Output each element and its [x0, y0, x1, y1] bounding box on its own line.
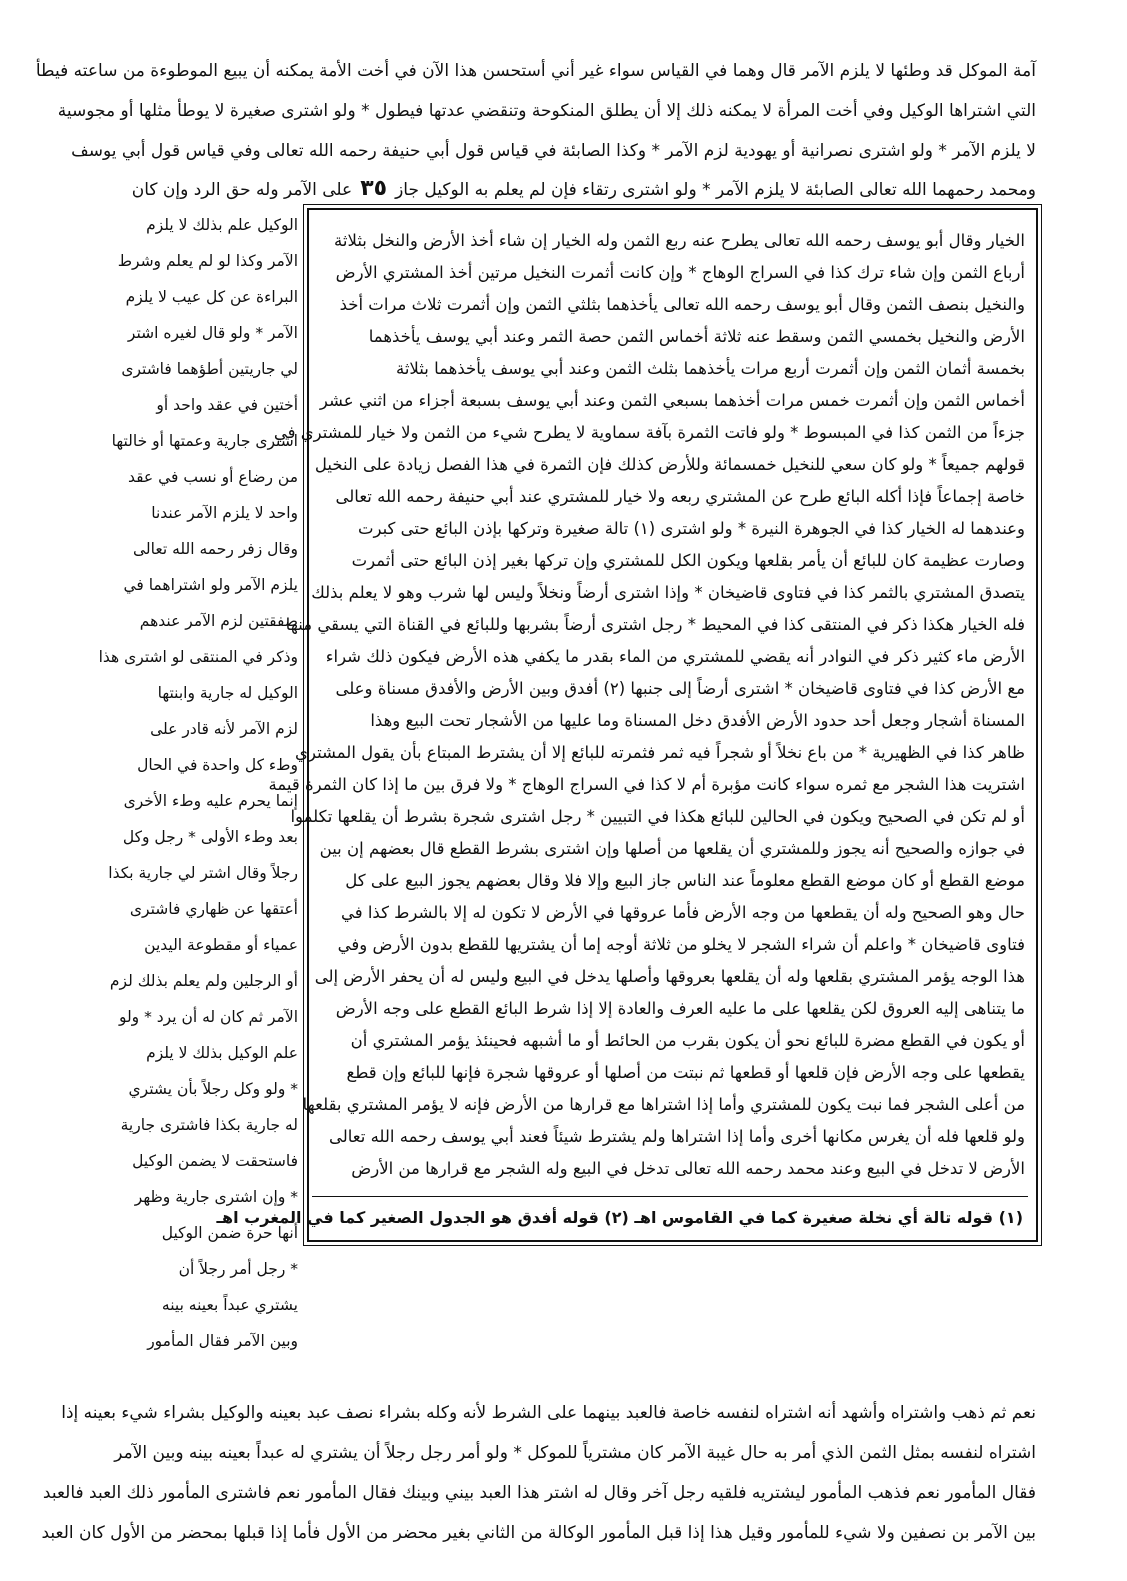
- main-line: بخمسة أثمان الثمن وإن أثمرت أربع مرات يأخذهما بثلث الثمن وعند أبي يوسف يأخذهما بثلاثة: [395, 359, 1025, 378]
- side-line: وقال زفر رحمه الله تعالى: [133, 540, 298, 558]
- main-line: قولهم جميعاً * ولو كان سعي للنخيل خمسمائة وللأرض كذلك فإن الثمرة في هذا الفصل زيادة على النخيل: [314, 455, 1025, 474]
- side-line: * رجل أمر رجلاً أن: [178, 1260, 298, 1278]
- main-line: ظاهر كذا في الظهيرية * من باع نخلاً أو شجراً فيه ثمر فثمرته للبائع إلا أن يشترط المبتاع بأن يقول المشتري: [295, 743, 1025, 762]
- side-line: أعتقها عن ظهاري فاشترى: [129, 900, 298, 918]
- main-line: وصارت عظيمة كان للبائع أن يأمر بقلعها ويكون الكل للمشتري وإن تركها بغير إذن البائع حتى أثمرت: [351, 551, 1025, 570]
- main-line: في جوازه والصحيح أنه يجوز وللمشتري أن يقلعها من أصلها وإن اشترى بشرط القطع قال بعضهم إن بين: [319, 839, 1025, 858]
- side-line: الوكيل له جارية وابنتها: [157, 684, 298, 702]
- main-line: الأرض لا تدخل في البيع وعند محمد رحمه الله تعالى تدخل في البيع وله الشجر مع قرارها من الأرض: [351, 1159, 1025, 1178]
- side-line: لي جاريتين أطؤهما فاشترى: [121, 360, 298, 378]
- side-line: أو الرجلين ولم يعلم بذلك لزم: [109, 972, 298, 990]
- main-line: اشتريت هذا الشجر مع ثمره سواء كانت مؤبرة أم لا كذا في السراج الوهاج * ولا فرق بين ما إذا كان الثمرة قيمة: [268, 775, 1025, 794]
- side-line: الآمر * ولو قال لغيره اشتر: [127, 324, 298, 342]
- main-line: ولو قلعها فله أن يغرس مكانها أخرى وأما إذا اشتراها ولم يشترط شيئاً فعند أبي يوسف رحمه الله تعالى: [328, 1127, 1025, 1146]
- main-line: أرباع الثمن وإن شاء ترك كذا في السراج الوهاج * وإن كانت أثمرت النخيل مرتين أخذ المشتري الأرض: [335, 263, 1025, 282]
- side-line: يلزم الآمر ولو اشتراهما في: [123, 576, 298, 594]
- main-line: يتصدق المشتري بالثمر كذا في فتاوى قاضيخان * وإذا اشترى أرضاً ونخلاً وليس لها شرب وهو لا يعلم بذلك: [311, 583, 1025, 602]
- side-line: وذكر في المنتقى لو اشترى هذا: [98, 648, 298, 666]
- top-line-text: ومحمد رحمهما الله تعالى الصابئة لا يلزم الآمر * ولو اشترى رتقاء فإن لم يعلم به الوكيل جاز: [395, 180, 1036, 200]
- top-line-with-page-number: [98, 174, 1036, 205]
- side-line: أنها حرة ضمن الوكيل: [161, 1224, 298, 1242]
- side-line: من رضاع أو نسب في عقد: [127, 468, 298, 486]
- main-line: وعندهما له الخيار كذا في الجوهرة النيرة * ولو اشترى (١) تالة صغيرة وتركها بإذن البائع حتى كبرت: [357, 519, 1025, 538]
- main-line: ما يتناهى إليه العروق لكن يقلعها على ما عليه العرف والعادة إلا إذا شرط البائع القطع على وجه الأرض: [335, 999, 1025, 1018]
- bottom-line: بين الآمر بن نصفين ولا شيء للمأمور وقيل هذا إذا قبل المأمور الوكالة من الثاني بغير محضر من الأول فأما إذا قبلها بمحضر من الأول كان العبد: [41, 1523, 1036, 1543]
- main-line: حال وهو الصحيح وله أن يقطعها من وجه الأرض فأما عروقها في الأرض لا تكون له إلا بالشرط كذا في: [340, 903, 1025, 922]
- side-line: * وإن اشترى جارية وظهر: [134, 1188, 298, 1206]
- top-line-tail: على الآمر وله حق الرد وإن كان: [131, 180, 353, 200]
- main-line: هذا الوجه يؤمر المشتري بقلعها وله أن يقلعها بعروقها وأصلها يدخل في البيع وليس له أن يحفر الأرض إلى: [314, 967, 1025, 986]
- side-line: أختين في عقد واحد أو: [156, 396, 298, 414]
- top-line: آمة الموكل قد وطئها لا يلزم الآمر قال وهما في القياس سواء غير أني أستحسن هذا الآن في أخت الأمة يمكنه أن يبيع الموطوءة من ساعته فيطأ: [35, 61, 1036, 81]
- side-line: يشتري عبداً بعينه بينه: [161, 1296, 298, 1314]
- main-line: الخيار وقال أبو يوسف رحمه الله تعالى يطرح عنه ربع الثمن وله الخيار إن شاء أخذ الأرض والنخل بثلاثة: [334, 231, 1025, 250]
- side-line: علم الوكيل بذلك لا يلزم: [146, 1044, 298, 1062]
- main-line: فله الخيار هكذا ذكر في المنتقى كذا في المحيط * رجل اشترى أرضاً بشربها وللبائع في القناة التي يسقي منها: [285, 615, 1025, 634]
- page-number: ٣٥: [360, 176, 388, 201]
- main-line: أو يكون في القطع مضرة للبائع نحو أن يكون بقرب من الحائط أو ما أشبهه فحينئذ يؤمر المشتري أن: [350, 1031, 1025, 1050]
- main-line: من أعلى الشجر فما نبت يكون للمشتري وأما إذا اشتراها مع قرارها من الأرض فإنه لا يؤمر المشتري بقلعها: [302, 1095, 1025, 1114]
- side-line: الآمر ثم كان له أن يرد * ولو: [118, 1008, 298, 1026]
- side-line: اشترى جارية وعمتها أو خالتها: [111, 432, 298, 450]
- side-line: الآمر وكذا لو لم يعلم وشرط: [117, 252, 298, 270]
- side-line: رجلاً وقال اشتر لي جارية بكذا: [108, 864, 298, 882]
- side-line: واحد لا يلزم الآمر عندنا: [151, 504, 298, 522]
- side-line: بعد وطء الأولى * رجل وكل: [122, 828, 298, 846]
- side-line: وطء كل واحدة في الحال: [137, 756, 298, 774]
- main-line: الأرض والنخيل بخمسي الثمن وسقط عنه ثلاثة أخماس الثمن حصة الثمر وعند أبي يوسف يأخذهما: [368, 327, 1025, 346]
- footnote: (١) قوله تالة أي نخلة صغيرة كما في القاموس اهـ (٢) قوله أفدق هو الجدول الصغير كما في المغرب اهـ: [216, 1208, 1023, 1227]
- side-line: لزم الآمر لأنه قادر على: [150, 720, 298, 738]
- side-line: الوكيل علم بذلك لا يلزم: [146, 216, 298, 234]
- bottom-line: فقال المأمور نعم فذهب المأمور ليشتريه فلقيه رجل آخر وقال له اشتر هذا العبد بيني وبينك فقال المأمور نعم فاشترى المأمور ذلك العبد فالعبد: [42, 1483, 1036, 1503]
- side-line: * ولو وكل رجلاً بأن يشتري: [128, 1080, 298, 1098]
- side-line: صفقتين لزم الآمر عندهم: [139, 612, 298, 630]
- footnote-divider: [312, 1196, 1028, 1197]
- main-line: المسناة أشجار وجعل أحد حدود الأرض الأفدق دخل المسناة وما عليها من الأشجار تحت البيع وهذا: [370, 711, 1025, 730]
- side-line: إنما يحرم عليه وطء الأخرى: [123, 792, 298, 810]
- main-line: جزءاً من الثمن كذا في المبسوط * ولو فاتت الثمرة بآفة سماوية لا يطرح شيء من الثمن ولا خيار للمشتري في: [273, 423, 1025, 442]
- bottom-line: نعم ثم ذهب واشتراه وأشهد أنه اشتراه لنفسه خاصة فالعبد بينهما على الشرط لأنه وكله بشراء نصف عبد بعينه والوكيل بشراء شيء بعينه إذا: [61, 1403, 1036, 1423]
- main-line: الأرض ماء كثير ذكر في النوادر أنه يقضي للمشتري من الماء بقدر ما يكفي هذه الأرض فيكون ذلك شراء: [325, 647, 1025, 666]
- side-line: فاستحقت لا يضمن الوكيل: [132, 1152, 298, 1170]
- top-line: لا يلزم الآمر * ولو اشترى نصرانية أو يهودية لزم الآمر * وكذا الصابئة في قياس قول أبي حنيفة رحمه الله تعالى وفي قياس قول أبي يوسف: [71, 141, 1036, 161]
- side-line: البراءة عن كل عيب لا يلزم: [125, 288, 298, 306]
- top-line: التي اشتراها الوكيل وفي أخت المرأة لا يمكنه ذلك إلا أن يطلق المنكوحة وتنقضي عدتها فيطول * ولو اشترى صغيرة لا يوطأ مثلها أو مجوسية: [57, 101, 1036, 121]
- main-line: أخماس الثمن وإن أثمرت خمس مرات أخذهما بسبعي الثمن وعند أبي يوسف بسبعة أجزاء من اثني عشر: [319, 391, 1025, 410]
- side-line: وبين الآمر فقال المأمور: [147, 1332, 298, 1350]
- main-line: يقطعها على وجه الأرض فإن قلعها أو قطعها ثم نبتت من أصلها أو عروقها شجرة فإنها للبائع وإن قطع: [346, 1063, 1025, 1082]
- bottom-line: اشتراه لنفسه بمثل الثمن الذي أمر به حال غيبة الآمر كان مشترياً للموكل * ولو أمر رجل رجلاً أن يشتري له عبداً بعينه بينه وبين الآمر: [114, 1443, 1036, 1463]
- main-line: خاصة إجماعاً فإذا أكله البائع طرح عن المشتري ربعه ولا خيار للمشتري عند أبي حنيفة رحمه الله تعالى: [335, 487, 1025, 506]
- main-line: مع الأرض كذا في فتاوى قاضيخان * اشترى أرضاً إلى جنبها (٢) أفدق وبين الأرض والأفدق مسناة وعلى: [335, 679, 1025, 698]
- side-line: له جارية بكذا فاشترى جارية: [120, 1116, 298, 1134]
- main-line: والنخيل بنصف الثمن وقال أبو يوسف رحمه الله تعالى يأخذهما بثلثي الثمن وإن أثمرت ثلاث مرات أخذ: [339, 295, 1025, 314]
- main-line: موضع القطع أو كان موضع القطع معلوماً عند الناس جاز البيع وإلا فلا وقال بعضهم يجوز البيع على كل: [345, 871, 1025, 890]
- main-line: أو لم تكن في الصحيح ويكون في الحالين للبائع هكذا في التبيين * رجل اشترى شجرة بشرط أن يقلعها تكلموا: [290, 807, 1025, 826]
- side-line: عمياء أو مقطوعة اليدين: [144, 936, 298, 954]
- main-line: فتاوى قاضيخان * واعلم أن شراء الشجر لا يخلو من ثلاثة أوجه إما أن يشتريها للقطع بدون الأرض وفي: [337, 935, 1025, 954]
